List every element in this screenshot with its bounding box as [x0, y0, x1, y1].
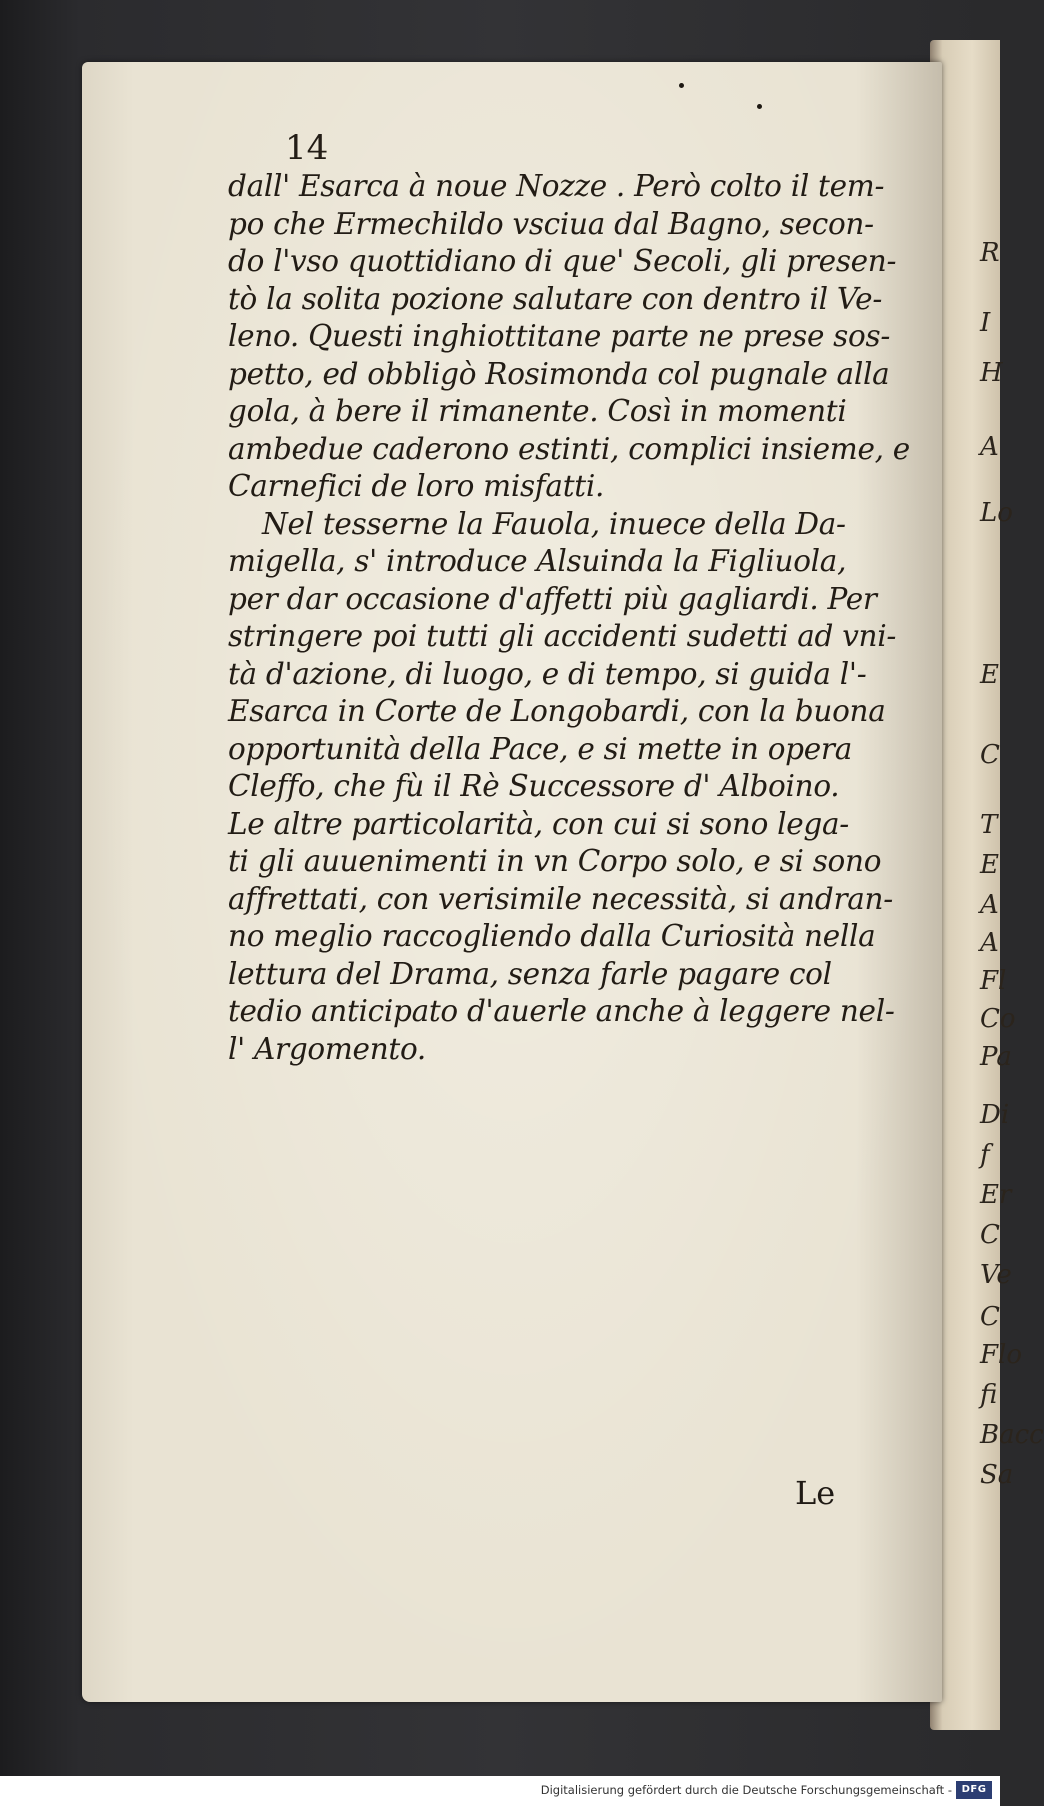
- text-line: Le altre particolarità, con cui si sono lega-: [228, 806, 849, 841]
- text-line: ti gli auuenimenti in vn Corpo solo, e si sono: [228, 844, 882, 878]
- text-line: ambedue caderono estinti, complici insieme, e: [228, 431, 910, 466]
- text-line: per dar occasione d'affetti più gagliardi. Per: [228, 581, 877, 616]
- facing-page-fragment: I: [980, 308, 991, 338]
- text-line: affrettati, con verisimile necessità, si andran-: [228, 881, 893, 916]
- funding-credit: Digitalisierung gefördert durch die Deutsche Forschungsgemeinschaft -: [540, 1783, 952, 1797]
- facing-page-fragment: A: [980, 928, 999, 958]
- text-line: petto, ed obbligò Rosimonda col pugnale alla: [228, 356, 890, 391]
- facing-page-fragment: E: [980, 850, 999, 880]
- facing-page-fragment: Ve: [980, 1260, 1012, 1290]
- facing-page-fragment: A: [980, 890, 999, 920]
- text-line: leno. Questi inghiottitane parte ne prese sos-: [228, 319, 890, 353]
- facing-page-fragment: A: [980, 432, 999, 462]
- text-line: tà d'azione, di luogo, e di tempo, si guida l'-: [228, 656, 867, 691]
- facing-page-fragment: C: [980, 1302, 1000, 1332]
- text-line: po che Ermechildo vsciua dal Bagno, secon-: [228, 206, 874, 241]
- text-line: tedio anticipato d'auerle anche à leggere nel-: [228, 994, 895, 1028]
- facing-page-fragment: f: [980, 1140, 990, 1170]
- facing-page-fragment: Co: [980, 1004, 1016, 1034]
- text-line: gola, à bere il rimanente. Così in momenti: [228, 394, 847, 428]
- text-line: dall' Esarca à noue Nozze . Però colto il tem-: [228, 169, 885, 203]
- text-line: tò la solita pozione salutare con dentro il Ve-: [228, 281, 883, 316]
- facing-page-fragment: Fl: [980, 966, 1007, 996]
- facing-page-fragment: Er: [980, 1180, 1012, 1210]
- facing-page-fragment: Bacc: [980, 1420, 1044, 1450]
- facing-page-fragment: T: [980, 810, 998, 840]
- text-line: lettura del Drama, senza farle pagare col: [228, 956, 832, 991]
- facing-page-fragment: Di: [980, 1100, 1010, 1130]
- facing-page-fragment: C: [980, 1220, 1000, 1250]
- facing-page-fragment: R: [980, 238, 1000, 268]
- text-line: migella, s' introduce Alsuinda la Figliuola,: [228, 544, 847, 578]
- facing-page-fragment: C: [980, 740, 1000, 770]
- text-line: no meglio raccogliendo dalla Curiosità nella: [228, 919, 876, 953]
- facing-page-fragment: Pa: [980, 1042, 1012, 1072]
- digitization-footer: [0, 1776, 1000, 1806]
- facing-page-fragment: Sa: [980, 1460, 1014, 1490]
- ink-speck: [679, 83, 684, 88]
- facing-page-fragment: Flo: [980, 1340, 1023, 1370]
- text-line: l' Argomento.: [228, 1031, 426, 1066]
- text-line: do l'vso quottidiano di que' Secoli, gli presen-: [228, 244, 897, 278]
- ink-speck: [757, 104, 762, 109]
- text-line: Carnefici de loro misfatti.: [228, 469, 605, 503]
- text-line: Esarca in Corte de Longobardi, con la buona: [228, 694, 886, 728]
- paragraph-start-line: Nel tesserne la Fauola, inuece della Da-: [262, 506, 846, 541]
- text-line: stringere poi tutti gli accidenti sudetti ad vni-: [228, 619, 897, 653]
- page-number: 14: [285, 128, 329, 168]
- dfg-logo: DFG: [956, 1781, 992, 1799]
- catchword: Le: [795, 1474, 836, 1512]
- body-text: [228, 168, 908, 1068]
- facing-page-fragment: E: [980, 660, 999, 690]
- facing-page-fragment: H: [980, 358, 1003, 388]
- facing-page-fragment: fi: [980, 1380, 998, 1410]
- text-line: Cleffo, che fù il Rè Successore d' Alboino.: [228, 769, 840, 803]
- facing-page-fragment: Lo: [980, 498, 1013, 528]
- text-line: opportunità della Pace, e si mette in opera: [228, 731, 852, 766]
